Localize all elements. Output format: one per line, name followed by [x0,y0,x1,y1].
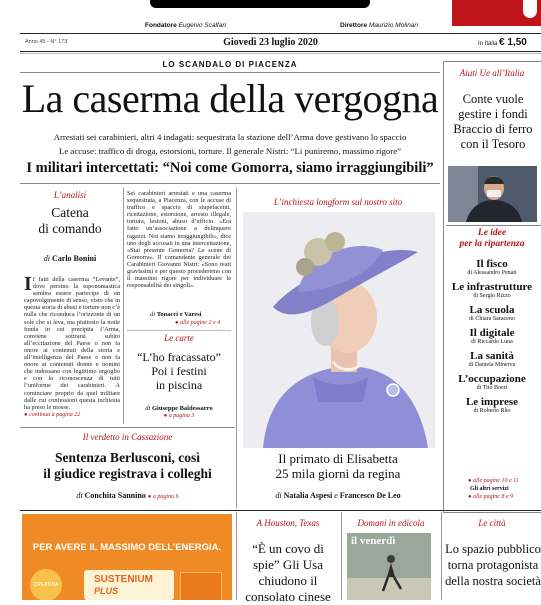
queen-photo-illustration [243,212,435,448]
eu-title[interactable]: Conte vuole gestire i fondi Braccio di ferro con il Tesoro [453,92,533,151]
director-credit: Direttore Maurizio Molinari [340,22,419,29]
figure-body [387,563,395,577]
ideas-pages-2[interactable]: ● alle pagine 8 e 9 [468,494,514,500]
lead-headline[interactable]: La caserma della vergogna [21,76,439,121]
lead-headline-2[interactable]: I militari intercettati: “Noi come Gomorra, siamo irraggiungibili” [26,160,434,176]
cards-page[interactable]: ● a pagina 3 [163,413,195,419]
masthead-red-letter [523,0,537,18]
ideas-other-label: Gli altri servizi [470,486,509,492]
idea-item[interactable]: Le imprese di Roberto Rho [465,396,519,414]
figure-head [387,555,395,563]
lead-subhead-2: Le accuse: traffico di droga, estorsioni, torture. Il generale Nistri: “Li puniremo, massimo rigore” [58,146,402,156]
hat-flower-3 [296,258,314,276]
eu-kicker: Aiuti Ue all’Italia [459,68,525,78]
hat-flower-2 [325,232,345,252]
analysis-title[interactable]: Catena di comando [38,205,102,236]
lead-kicker: LO SCANDALO DI PIACENZA [162,60,298,69]
ideas-kicker: Le idee per la ripartenza [459,228,525,249]
queen-photo[interactable] [243,212,435,448]
ideas-list [446,258,538,419]
lead-subhead-1: Arrestati sei carabinieri, altri 4 indagati: sequestrata la stazione dell’Arma dove gestivano lo spaccio [53,132,407,142]
houston-kicker: A Houston, Texas [256,518,320,528]
ad-box-right [180,572,222,600]
mid-article-pages[interactable]: ● alle pagine 2 e 4 [175,320,221,326]
mid-article-byline: di Tonacci e Varesi [150,311,202,318]
idea-item[interactable]: L’occupazione di Tito Boeri [458,373,526,391]
ad-product-plus: PLUS [94,586,119,596]
idea-item[interactable]: La sanità di Daniela Minerva [468,350,516,368]
queen-kicker: L’inchiesta longform sul nostro sito [273,197,403,207]
verdict-kicker: Il verdetto in Cassazione [82,432,173,442]
mask [487,190,501,197]
queen-byline: di Natalia Aspesi e Francesco De Leo [275,491,401,500]
verdict-byline: di Conchita Sannino ● a pagina 6 [76,491,179,500]
analysis-body: I I fatti della caserma “Levante”, dove persino la toponomastica sembra essere partecipe di un capovolgimento di senso, visto che in questa storia di abusi e torture non c’è nulla che riconduca l’orizzonte di un sole che si leva, ma piuttosto la notte fonda in cui precipita l’Arma, conviene sottrarsi subito all’eccitazione del Paese o non fa onore ai contenuti della storia e all’intelligenza del Paese e non fa onore ai contenuti donne e uomini che indossano con legittimo orgoglio e con la riconoscenza di tutti l’uniforme dei carabinieri. A cominciare proprio da quel militare dalle cui confessioni questa inchiesta ha preso le mosse. [24,276,120,411]
idea-item[interactable]: Il fisco di Alessandro Penati [467,258,517,276]
houston-title[interactable]: “È un covo di spie” Gli Usa chiudono il consolato cinese [245,541,331,604]
energy-ad[interactable] [22,514,232,600]
issue-number: Anno 45 - N° 173 [25,39,68,45]
ad-package [84,570,174,600]
ad-badge: CREATINA [30,569,62,600]
idea-item[interactable]: Il digitale di Riccardo Luna [469,327,515,345]
ad-headline: PER AVERE IL MASSIMO DELL’ENERGIA. [32,542,222,553]
analysis-kicker: L’analisi [53,190,87,200]
price: In Italia € 1,50 [478,37,527,48]
conte-photo[interactable] [448,166,537,222]
ideas-pages-1[interactable]: ● alle pagine 10 e 11 [468,478,519,484]
masthead-logo-fragment [150,0,370,8]
verdict-title[interactable]: Sentenza Berlusconi, così il giudice registrava i colleghi [43,450,212,481]
ad-product-name: SUSTENIUM [94,574,153,585]
queen-title[interactable]: Il primato di Elisabetta 25 mila giorni da regina [275,451,401,481]
brooch [387,384,399,396]
city-title[interactable]: Lo spazio pubblico torna protagonista della nostra società [445,542,541,588]
analysis-continue[interactable]: ● continua a pagina 22 [24,412,81,418]
issue-date: Giovedì 23 luglio 2020 [223,37,318,48]
newsstand-kicker: Domani in edicola [357,518,425,528]
venerdi-cover-figure [347,533,431,600]
cards-title[interactable]: “L’ho fracassato” Poi i festini in piscina [137,350,221,392]
idea-item[interactable]: La scuola di Chiara Saraceno [469,304,515,322]
cards-kicker: Le carte [164,333,194,343]
cards-byline: di Giuseppe Baldessarro [145,405,213,412]
ground [347,578,431,600]
idea-item[interactable]: Le infrastrutture di Sergio Rizzo [451,281,533,299]
founder-credit: Fondatore Eugenio Scalfari [145,22,226,29]
venerdi-logo: il venerdì [351,535,396,547]
analysis-byline: di Carlo Bonini [43,254,97,263]
conte-photo-illustration [448,166,537,222]
mid-article-body: Sei carabinieri arrestati e una caserma sequestrata, a Piacenza, con le accuse di traffico e spaccio di stupefacenti, ricettazione, estorsione, arresto illegale, tortura, lesioni, abuso d’ufficio. «Era fatto un’associazione a delinquere ragazzi. Noi siamo irraggiungibili», dice uno degli accusati in una intercettazione, «Stai presente Gomorra? Le scene di Gomorra». Il comandante generale dei Carabinieri Giovanni Nistri: «Sono reati gravissimi e per questo procederemo con il massimo rigore per individuare le responsabilità dei singoli». [127,190,231,290]
venerdi-cover[interactable] [347,533,431,600]
city-kicker: Le città [478,518,506,528]
